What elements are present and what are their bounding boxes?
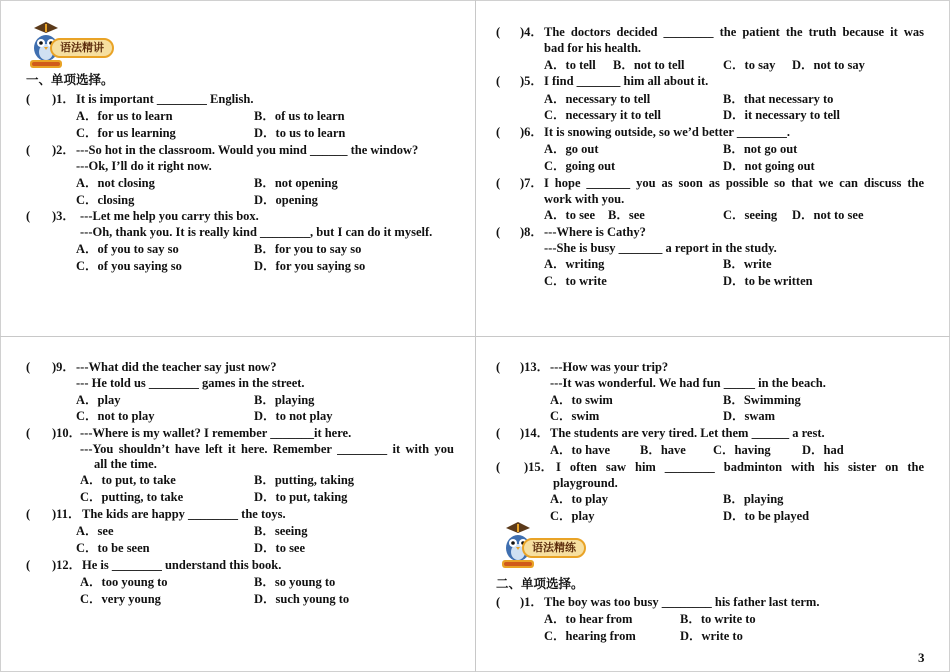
q7-stem: I hope _______ you as soon as possible so that we can discuss the <box>544 176 924 190</box>
q13-option-a: A．to swim <box>550 393 613 407</box>
q7-option-b: B．see <box>608 208 645 222</box>
q13-stem: ---How was your trip? <box>550 360 669 374</box>
answer-paren: ( <box>26 507 31 521</box>
q9-number: )9． <box>52 360 75 374</box>
q3-number: )3． <box>52 209 75 223</box>
q4-option-a: A．to tell <box>544 58 596 72</box>
answer-paren: ( <box>26 426 31 440</box>
q3-option-a: A．of you to say so <box>76 242 179 256</box>
q15-option-d: D．to be played <box>723 509 810 523</box>
q1-option-b: B．of us to learn <box>254 109 345 123</box>
q10-stem-line3: all the time. <box>94 457 157 471</box>
q7-option-d: D．not to see <box>792 208 864 222</box>
q12-option-b: B．so young to <box>254 575 336 589</box>
section-one-title: 一、单项选择。 <box>26 72 114 87</box>
badge-label: 语法精练 <box>522 538 586 558</box>
answer-paren: ( <box>496 25 501 39</box>
q4-stem-line2: bad for his health. <box>544 41 642 55</box>
q9-option-b: B．playing <box>254 393 315 407</box>
q5-option-d: D．it necessary to tell <box>723 108 840 122</box>
q6-stem: It is snowing outside, so we’d better ________. <box>544 125 790 139</box>
answer-paren: ( <box>496 595 501 609</box>
q3-option-c: C．of you saying so <box>76 259 182 273</box>
q1-option-d: D．to us to learn <box>254 126 346 140</box>
p1-option-d: D．write to <box>680 629 743 643</box>
q4-option-b: B．not to tell <box>613 58 685 72</box>
q8-option-a: A．writing <box>544 257 605 271</box>
q8-option-c: C．to write <box>544 274 607 288</box>
q2-option-d: D．opening <box>254 193 318 207</box>
q1-stem: It is important ________ English. <box>76 92 254 106</box>
q7-stem-line2: work with you. <box>544 192 625 206</box>
q7-option-a: A．to see <box>544 208 596 222</box>
q2-option-b: B．not opening <box>254 176 338 190</box>
q3-stem: ---Let me help you carry this box. <box>80 209 259 223</box>
q15-stem: I often saw him ________ badminton with his sister on the <box>556 460 924 474</box>
q10-option-d: D．to put, taking <box>254 490 348 504</box>
q10-stem-line2: ---You shouldn’t have left it here. Remember ________ it with you <box>80 442 454 456</box>
q13-option-d: D．swam <box>723 409 776 423</box>
q2-stem-line2: ---Ok, I’ll do it right now. <box>76 159 212 173</box>
q5-option-a: A．necessary to tell <box>544 92 651 106</box>
q12-option-c: C．very young <box>80 592 161 606</box>
q15-option-b: B．playing <box>723 492 784 506</box>
q13-option-b: B．Swimming <box>723 393 801 407</box>
q2-number: )2． <box>52 143 75 157</box>
q14-number: )14． <box>520 426 550 440</box>
q2-stem: ---So hot in the classroom. Would you mind ______ the window? <box>76 143 419 157</box>
grammar-lecture-badge <box>24 22 124 70</box>
p1-option-c: C．hearing from <box>544 629 636 643</box>
q8-stem-line2: ---She is busy _______ a report in the study. <box>544 241 777 255</box>
q15-stem-line2: playground. <box>553 476 618 490</box>
answer-paren: ( <box>496 426 501 440</box>
badge-label: 语法精讲 <box>50 38 114 58</box>
q5-number: )5． <box>520 74 543 88</box>
q11-stem: The kids are happy ________ the toys. <box>82 507 286 521</box>
page-number: 3 <box>918 650 925 665</box>
q14-option-a: A．to have <box>550 443 611 457</box>
q13-option-c: C．swim <box>550 409 600 423</box>
q8-option-b: B．write <box>723 257 772 271</box>
q7-option-c: C．seeing <box>723 208 778 222</box>
p1-stem: The boy was too busy ________ his father last term. <box>544 595 820 609</box>
q9-option-c: C．not to play <box>76 409 155 423</box>
q1-number: )1． <box>52 92 75 106</box>
answer-paren: ( <box>496 360 501 374</box>
q4-option-c: C．to say <box>723 58 776 72</box>
q6-option-b: B．not go out <box>723 142 798 156</box>
q15-option-a: A．to play <box>550 492 608 506</box>
answer-paren: ( <box>496 460 501 474</box>
q14-option-c: C．having <box>713 443 771 457</box>
q15-number: )15． <box>524 460 554 474</box>
q14-option-d: D．had <box>802 443 844 457</box>
q2-option-c: C．closing <box>76 193 135 207</box>
q10-stem: ---Where is my wallet? I remember _______it here. <box>80 426 352 440</box>
q13-number: )13． <box>520 360 550 374</box>
p1-option-a: A．to hear from <box>544 612 633 626</box>
q3-option-b: B．for you to say so <box>254 242 362 256</box>
answer-paren: ( <box>496 74 501 88</box>
q7-number: )7． <box>520 176 543 190</box>
section-two-title: 二、单项选择。 <box>496 576 584 591</box>
grammar-practice-badge <box>496 522 596 570</box>
q14-option-b: B．have <box>640 443 686 457</box>
q10-option-b: B．putting, taking <box>254 473 355 487</box>
answer-paren: ( <box>26 209 31 223</box>
answer-paren: ( <box>496 225 501 239</box>
q15-option-c: C．play <box>550 509 595 523</box>
q6-option-d: D．not going out <box>723 159 815 173</box>
q1-option-a: A．for us to learn <box>76 109 173 123</box>
q10-option-c: C．putting, to take <box>80 490 184 504</box>
q6-number: )6． <box>520 125 543 139</box>
q11-option-c: C．to be seen <box>76 541 150 555</box>
q8-number: )8． <box>520 225 543 239</box>
q1-option-c: C．for us learning <box>76 126 176 140</box>
answer-paren: ( <box>496 125 501 139</box>
q12-option-d: D．such young to <box>254 592 350 606</box>
q8-stem: ---Where is Cathy? <box>544 225 646 239</box>
q12-number: )12． <box>52 558 82 572</box>
q12-option-a: A．too young to <box>80 575 168 589</box>
q9-option-d: D．to not play <box>254 409 333 423</box>
q3-stem-line2: ---Oh, thank you. It is really kind ________, but I can do it myself. <box>80 225 433 239</box>
q6-option-c: C．going out <box>544 159 616 173</box>
q5-option-b: B．that necessary to <box>723 92 834 106</box>
q9-stem: ---What did the teacher say just now? <box>76 360 277 374</box>
q11-option-a: A．see <box>76 524 114 538</box>
q11-option-d: D．to see <box>254 541 306 555</box>
horizontal-divider <box>0 336 950 337</box>
q5-option-c: C．necessary it to tell <box>544 108 661 122</box>
q6-option-a: A．go out <box>544 142 599 156</box>
q10-option-a: A．to put, to take <box>80 473 176 487</box>
q14-stem: The students are very tired. Let them ______ a rest. <box>550 426 825 440</box>
q2-option-a: A．not closing <box>76 176 155 190</box>
answer-paren: ( <box>26 92 31 106</box>
p1-option-b: B．to write to <box>680 612 756 626</box>
q9-option-a: A．play <box>76 393 121 407</box>
q4-number: )4． <box>520 25 543 39</box>
q13-stem-line2: ---It was wonderful. We had fun _____ in the beach. <box>550 376 826 390</box>
q3-option-d: D．for you saying so <box>254 259 366 273</box>
q12-stem: He is ________ understand this book. <box>82 558 282 572</box>
q11-option-b: B．seeing <box>254 524 308 538</box>
p1-number: )1． <box>520 595 543 609</box>
answer-paren: ( <box>26 360 31 374</box>
q4-stem: The doctors decided ________ the patient the truth because it was <box>544 25 924 39</box>
q4-option-d: D．not to say <box>792 58 865 72</box>
q9-stem-line2: --- He told us ________ games in the street. <box>76 376 305 390</box>
q8-option-d: D．to be written <box>723 274 813 288</box>
q10-number: )10． <box>52 426 82 440</box>
answer-paren: ( <box>496 176 501 190</box>
answer-paren: ( <box>26 143 31 157</box>
q11-number: )11． <box>52 507 81 521</box>
answer-paren: ( <box>26 558 31 572</box>
q5-stem: I find _______ him all about it. <box>544 74 709 88</box>
